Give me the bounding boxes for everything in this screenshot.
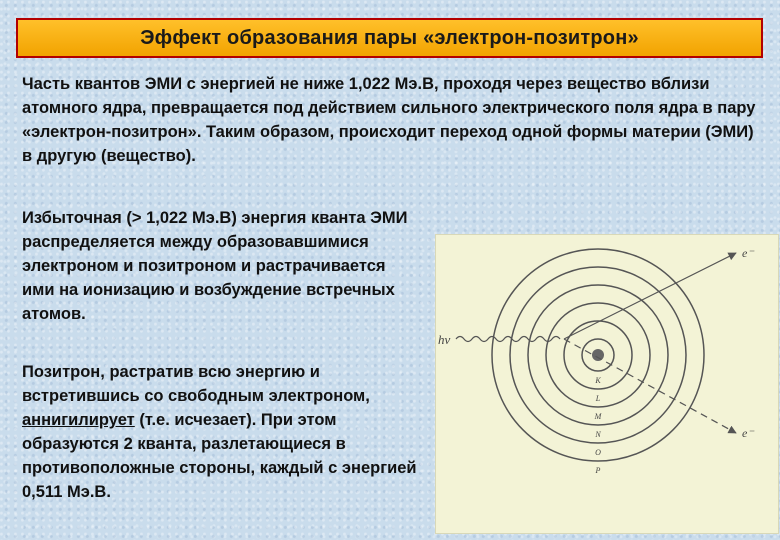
- shell-label-m: M: [594, 412, 602, 421]
- shell-label-p: P: [595, 466, 601, 475]
- atom-diagram-svg: [436, 235, 778, 533]
- electron-track-upper: [564, 253, 736, 339]
- shell-label-l: L: [595, 394, 601, 403]
- annihilation-text-before: Позитрон, растратив всю энергию и встретившись со свободным электроном,: [22, 363, 370, 405]
- slide-title: [16, 18, 763, 58]
- nucleus: [592, 349, 604, 361]
- paragraph-annihilation: [22, 360, 417, 504]
- title-text: Эффект образования пары «электрон-позитрон»: [140, 26, 639, 49]
- upper-particle-label: e⁻: [742, 246, 754, 260]
- shell-label-o: O: [595, 448, 601, 457]
- atom-diagram: [435, 234, 779, 534]
- paragraph-pair-production: Часть квантов ЭМИ с энергией не ниже 1,022 Мэ.В, проходя через вещество вблизи атомного ядра, превращается под действием сильного электрического поля ядра в пару «электрон-позитрон». Таким образом, происходит переход одной формы материи (ЭМИ) в другую (вещество).: [22, 75, 756, 165]
- shell-label-n: N: [595, 430, 601, 439]
- photon-label: hν: [438, 332, 451, 347]
- paragraph-excess-energy: Избыточная (> 1,022 Мэ.В) энергия кванта ЭМИ распределяется между образовавшимися электроном и позитроном и растрачивается ими на ионизацию и возбуждение встречных атомов.: [22, 209, 408, 323]
- annihilation-term: аннигилирует: [22, 411, 135, 429]
- lower-particle-label: e⁻: [742, 426, 754, 440]
- shell-label-k: K: [595, 376, 601, 385]
- photon-wave: [456, 337, 560, 342]
- annihilation-text-after: (т.е. исчезает). При этом образуются 2 кванта, разлетающиеся в противоположные стороны, каждый с энергией 0,511 Мэ.В.: [22, 411, 417, 501]
